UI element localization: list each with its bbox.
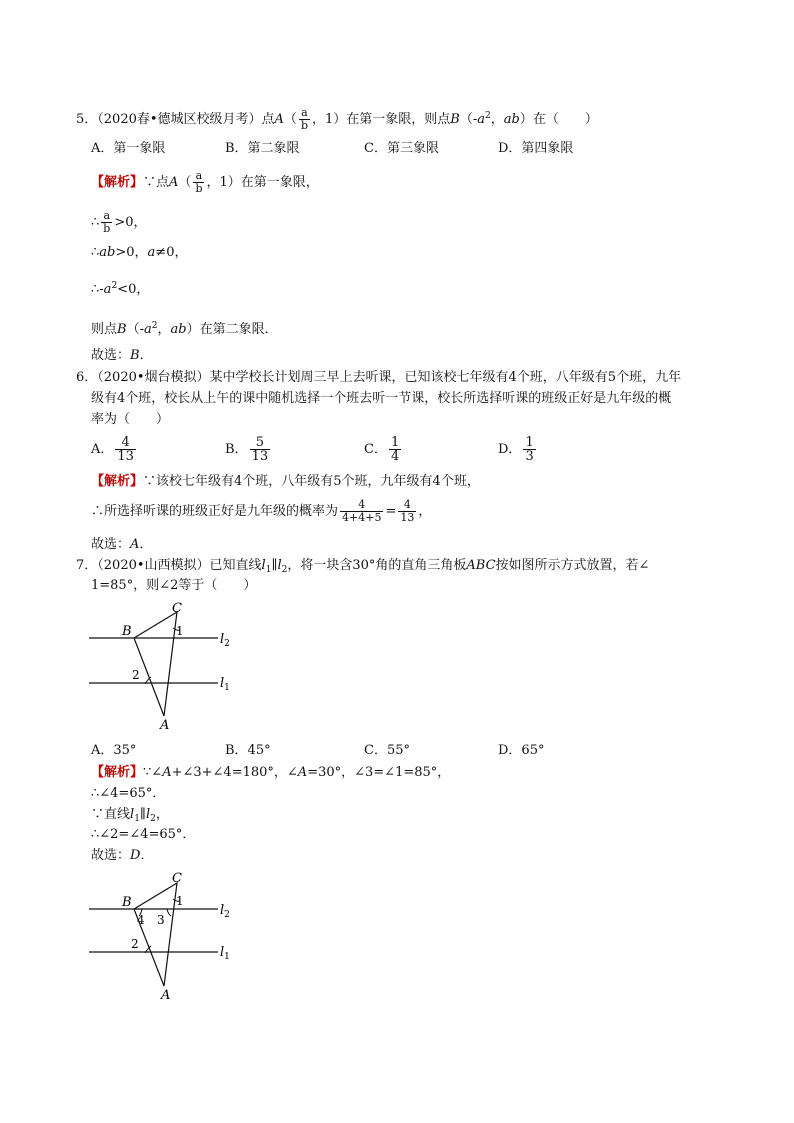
- analysis-tag: 【解析】: [91, 474, 144, 489]
- label-a: A: [160, 718, 170, 733]
- q6-stem-1: 6．（2020•烟台模拟）某中学校长计划周三早上去听课，已知该校七年级有4个班，八年级有5个班，九年: [76, 370, 682, 385]
- analysis-tag: 【解析】: [91, 765, 144, 780]
- q6-option-a: A． $\frac{4}{13}$: [91, 435, 134, 464]
- analysis-tag: 【解析】: [91, 175, 144, 190]
- q6-option-d: D． $\frac{1}{3}$: [498, 435, 534, 464]
- q7-option-d: D．65°: [498, 743, 545, 758]
- q7-figure-2: [85, 868, 255, 1003]
- q5-option-d: D．第四象限: [498, 141, 574, 156]
- q5-analysis-5: 则点$B(-a^2$，ab）在第二象限．: [91, 321, 278, 337]
- q6-answer: 故选：A．: [91, 537, 153, 552]
- q6-stem-3: 率为（ ）: [91, 412, 170, 427]
- q6-option-c: C． $\frac{1}{4}$: [364, 435, 400, 464]
- q6-option-b: B． $\frac{5}{13}$: [225, 435, 269, 464]
- q5-analysis-4: $\therefore-a^2<0$，: [91, 281, 150, 297]
- q6-stem-2: 级有4个班，校长从上午的课中随机选择一个班去听一节课，校长所选择听课的班级正好是九年级的概: [91, 391, 672, 406]
- q7-option-b: B．45°: [225, 743, 271, 758]
- q7-analysis-4: ∴∠2=∠4=65°．: [91, 827, 196, 842]
- q6-analysis-1: 【解析】∵该校七年级有4个班，八年级有5个班，九年级有4个班，: [91, 474, 480, 489]
- angle-3-arc: [167, 909, 171, 916]
- triangle-abc: [134, 883, 177, 986]
- q7-option-c: C．55°: [364, 743, 410, 758]
- q7-option-a: A．35°: [91, 743, 137, 758]
- label-angle-2: 2: [131, 937, 139, 951]
- q7-stem-1: 7．（2020•山西模拟）已知直线$l_1\parallel l_2$，将一块含30°角的直角三角板ABC按如图所示方式放置，若∠: [76, 558, 650, 575]
- label-angle-1: 1: [176, 894, 184, 908]
- q6-analysis-2: ∴所选择听课的班级正好是九年级的概率为 $\frac{4}{4+4+5}$ = $\frac{4}{13}$ ，: [91, 498, 432, 524]
- q5-analysis-3: ∴ab>0，a≠0，: [91, 245, 188, 260]
- label-l1: $l_1$: [220, 945, 230, 962]
- q7-analysis-1: 【解析】∵∠A+∠3+∠4=180°，∠A=30°，∠3=∠1=85°，: [91, 765, 451, 780]
- q5-stem: 5．（2020春•德城区校级月考）点A（ $\frac{a}{b}$ ，1）在第一象限，则点$B(-a^2$，ab）在（ ）: [76, 106, 598, 132]
- label-a: A: [161, 988, 171, 1003]
- label-angle-2: 2: [132, 668, 140, 682]
- q7-stem-2: 1=85°，则∠2等于（ ）: [91, 578, 257, 593]
- label-l2: $l_2$: [220, 632, 230, 649]
- q5-analysis-2: ∴ $\frac{a}{b}$ >0，: [91, 209, 147, 235]
- q5-option-c: C．第三象限: [364, 141, 439, 156]
- q5-answer: 故选：B．: [91, 348, 153, 363]
- q5-option-a: A．第一象限: [91, 141, 166, 156]
- label-b: B: [122, 895, 132, 910]
- q7-analysis-2: ∴∠4=65°．: [91, 786, 166, 801]
- label-angle-4: 4: [137, 913, 145, 927]
- label-b: B: [122, 624, 132, 639]
- q7-analysis-3: ∵直线$l_1\parallel l_2$，: [91, 807, 169, 824]
- label-c: C: [172, 601, 182, 616]
- label-angle-3: 3: [157, 913, 165, 927]
- label-c: C: [172, 871, 182, 886]
- q5-analysis-1: 【解析】∵点A（ $\frac{a}{b}$ ，1）在第一象限，: [91, 169, 319, 195]
- q5-option-b: B．第二象限: [225, 141, 300, 156]
- q7-figure-1: [85, 598, 255, 733]
- label-angle-1: 1: [176, 624, 184, 638]
- label-l1: $l_1$: [220, 676, 230, 693]
- label-l2: $l_2$: [220, 903, 230, 920]
- q7-answer: 故选：D．: [91, 848, 154, 863]
- q5-fraction: $\frac{a}{b}$: [300, 106, 308, 132]
- triangle-abc: [134, 612, 177, 716]
